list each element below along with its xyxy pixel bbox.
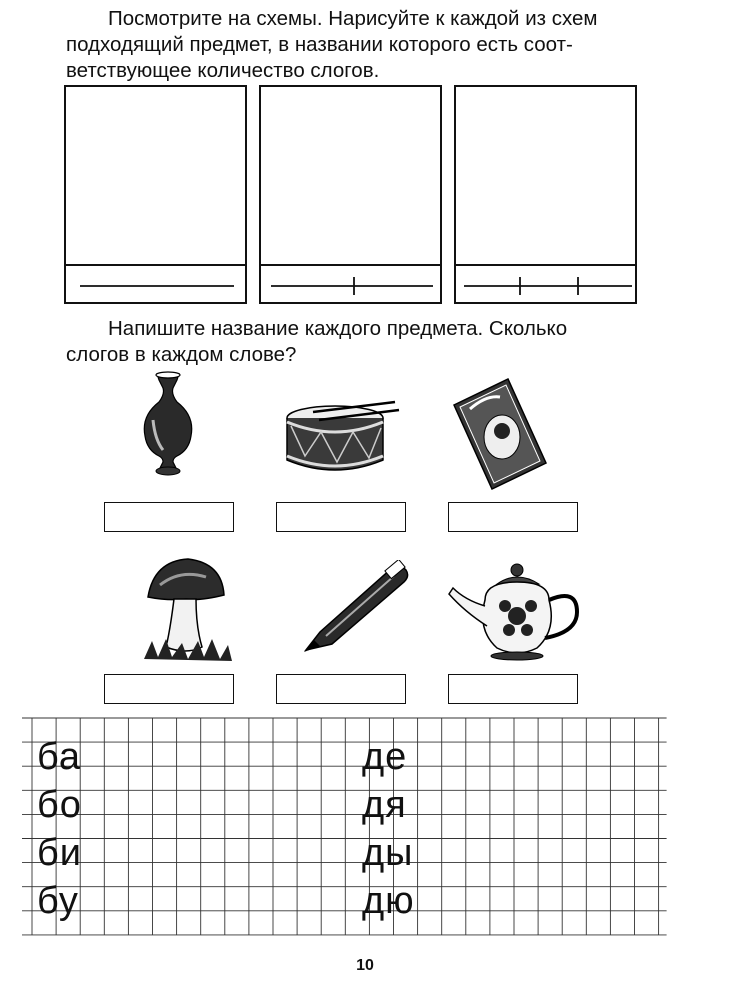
scheme-box-1-syllable[interactable] bbox=[64, 85, 247, 304]
task-2-instruction: Напишите название каждого предмета. Сколько слогов в каждом слове? bbox=[66, 317, 568, 366]
mushroom-icon bbox=[140, 555, 235, 667]
syllable-left-4: бу bbox=[37, 880, 79, 922]
page-number: 10 bbox=[356, 957, 374, 974]
answer-box-book[interactable] bbox=[448, 502, 578, 532]
pen-icon bbox=[300, 560, 415, 655]
syllable-left-3: би bbox=[37, 832, 82, 874]
syllable-right-4: дю bbox=[362, 880, 415, 922]
syllable-right-2: дя bbox=[362, 784, 407, 826]
answer-box-mushroom[interactable] bbox=[104, 674, 234, 704]
scheme-3-lines bbox=[456, 87, 639, 306]
syllable-right-1: де bbox=[362, 736, 408, 778]
task-1-instruction: Посмотрите на схемы. Нарисуйте к каждой из схем подходящий предмет, в названии которого есть соот- ветствующее количество слогов. bbox=[66, 7, 598, 82]
vase-icon bbox=[133, 370, 203, 480]
answer-box-drum[interactable] bbox=[276, 502, 406, 532]
answer-box-vase[interactable] bbox=[104, 502, 234, 532]
drum-icon bbox=[283, 398, 403, 478]
scheme-1-lines bbox=[66, 87, 249, 306]
syllable-right-3: ды bbox=[362, 832, 414, 874]
syllable-left-1: ба bbox=[37, 736, 82, 778]
teapot-icon bbox=[445, 560, 585, 662]
scheme-2-lines bbox=[261, 87, 444, 306]
syllable-left-2: бо bbox=[37, 784, 82, 826]
answer-box-teapot[interactable] bbox=[448, 674, 578, 704]
book-icon bbox=[450, 375, 550, 493]
scheme-box-3-syllables[interactable] bbox=[454, 85, 637, 304]
scheme-box-2-syllables[interactable] bbox=[259, 85, 442, 304]
answer-box-pen[interactable] bbox=[276, 674, 406, 704]
writing-grid[interactable] bbox=[22, 716, 668, 948]
